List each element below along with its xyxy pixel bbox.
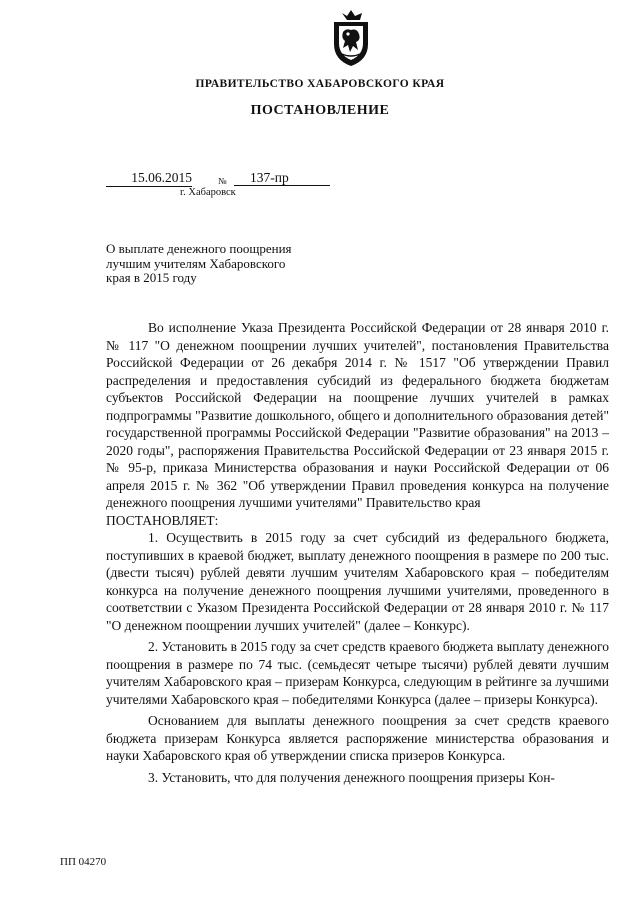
city-name: г. Хабаровск bbox=[180, 187, 236, 198]
item-1-paragraph: 1. Осуществить в 2015 году за счет субсидий из федерального бюджета, поступивших в краевой бюджет, выплату денежного поощрения в размере по 200 тыс. (двести тысяч) рублей девяти лучшим учителям Хабаровского края – победителям конкурса на получение денежного поощрения лучшими учителями, проведенного в соответствии с Указом Президента Российской Федерации от 28 января 2010 г. № 117 "О денежном поощрении лучших учителей" (далее – Конкурс). bbox=[106, 530, 609, 633]
subject-line: края в 2015 году bbox=[106, 270, 197, 285]
item-3-paragraph: 3. Установить, что для получения денежного поощрения призеры Кон- bbox=[148, 769, 555, 785]
coat-of-arms-icon bbox=[328, 8, 374, 68]
organization-name: ПРАВИТЕЛЬСТВО ХАБАРОВСКОГО КРАЯ bbox=[195, 78, 445, 90]
document-body bbox=[106, 319, 609, 786]
resolves-heading: ПОСТАНОВЛЯЕТ: bbox=[106, 512, 219, 528]
item-2-paragraph: 2. Установить в 2015 году за счет средств краевого бюджета выплату денежного поощрения в размере по 74 тыс. (семьдесят четыре тысячи) рублей девяти лучшим учителям Хабаровского края – призерам Конкурса, следующим в рейтинге за лучшими учителями Хабаровского края – победителями Конкурса (далее – призеры Конкурса). bbox=[106, 639, 609, 707]
subject-line: О выплате денежного поощрения bbox=[106, 241, 292, 256]
document-number: 137-пр bbox=[234, 170, 330, 186]
document-subject bbox=[106, 242, 292, 286]
number-sign: № bbox=[218, 176, 227, 186]
subject-line: лучшим учителям Хабаровского bbox=[106, 255, 286, 271]
document-type: ПОСТАНОВЛЕНИЕ bbox=[250, 103, 390, 118]
document-code: ПП 04270 bbox=[60, 856, 107, 868]
document-date: 15.06.2015 bbox=[106, 170, 192, 187]
intro-paragraph: Во исполнение Указа Президента Российской Федерации от 28 января 2010 г. № 117 "О денежном поощрении лучших учителей", постановления Правительства Российской Федерации от 26 декабря 2014 г. № 1517 "Об утверждении Правил распределения и предоставления субсидий из федерального бюджета бюджетам субъектов Российской Федерации на поощрение лучших учителей в рамках подпрограммы "Развитие дошкольного, общего и дополнительного образования детей" государственной программы Российской Федерации "Развитие образования" на 2013 – 2020 годы", распоряжения Правительства Российской Федерации от 23 января 2015 г. № 95-р, приказа Министерства образования и науки Российской Федерации от 06 апреля 2015 г. № 362 "Об утверждении Правил проведения конкурса на получение денежного поощрения лучшими учителями" Правительство края bbox=[106, 320, 609, 510]
basis-paragraph: Основанием для выплаты денежного поощрения за счет средств краевого бюджета призерам Конкурса является распоряжение министерства образования и науки Хабаровского края об утверждении списка призеров Конкурса. bbox=[106, 713, 609, 763]
